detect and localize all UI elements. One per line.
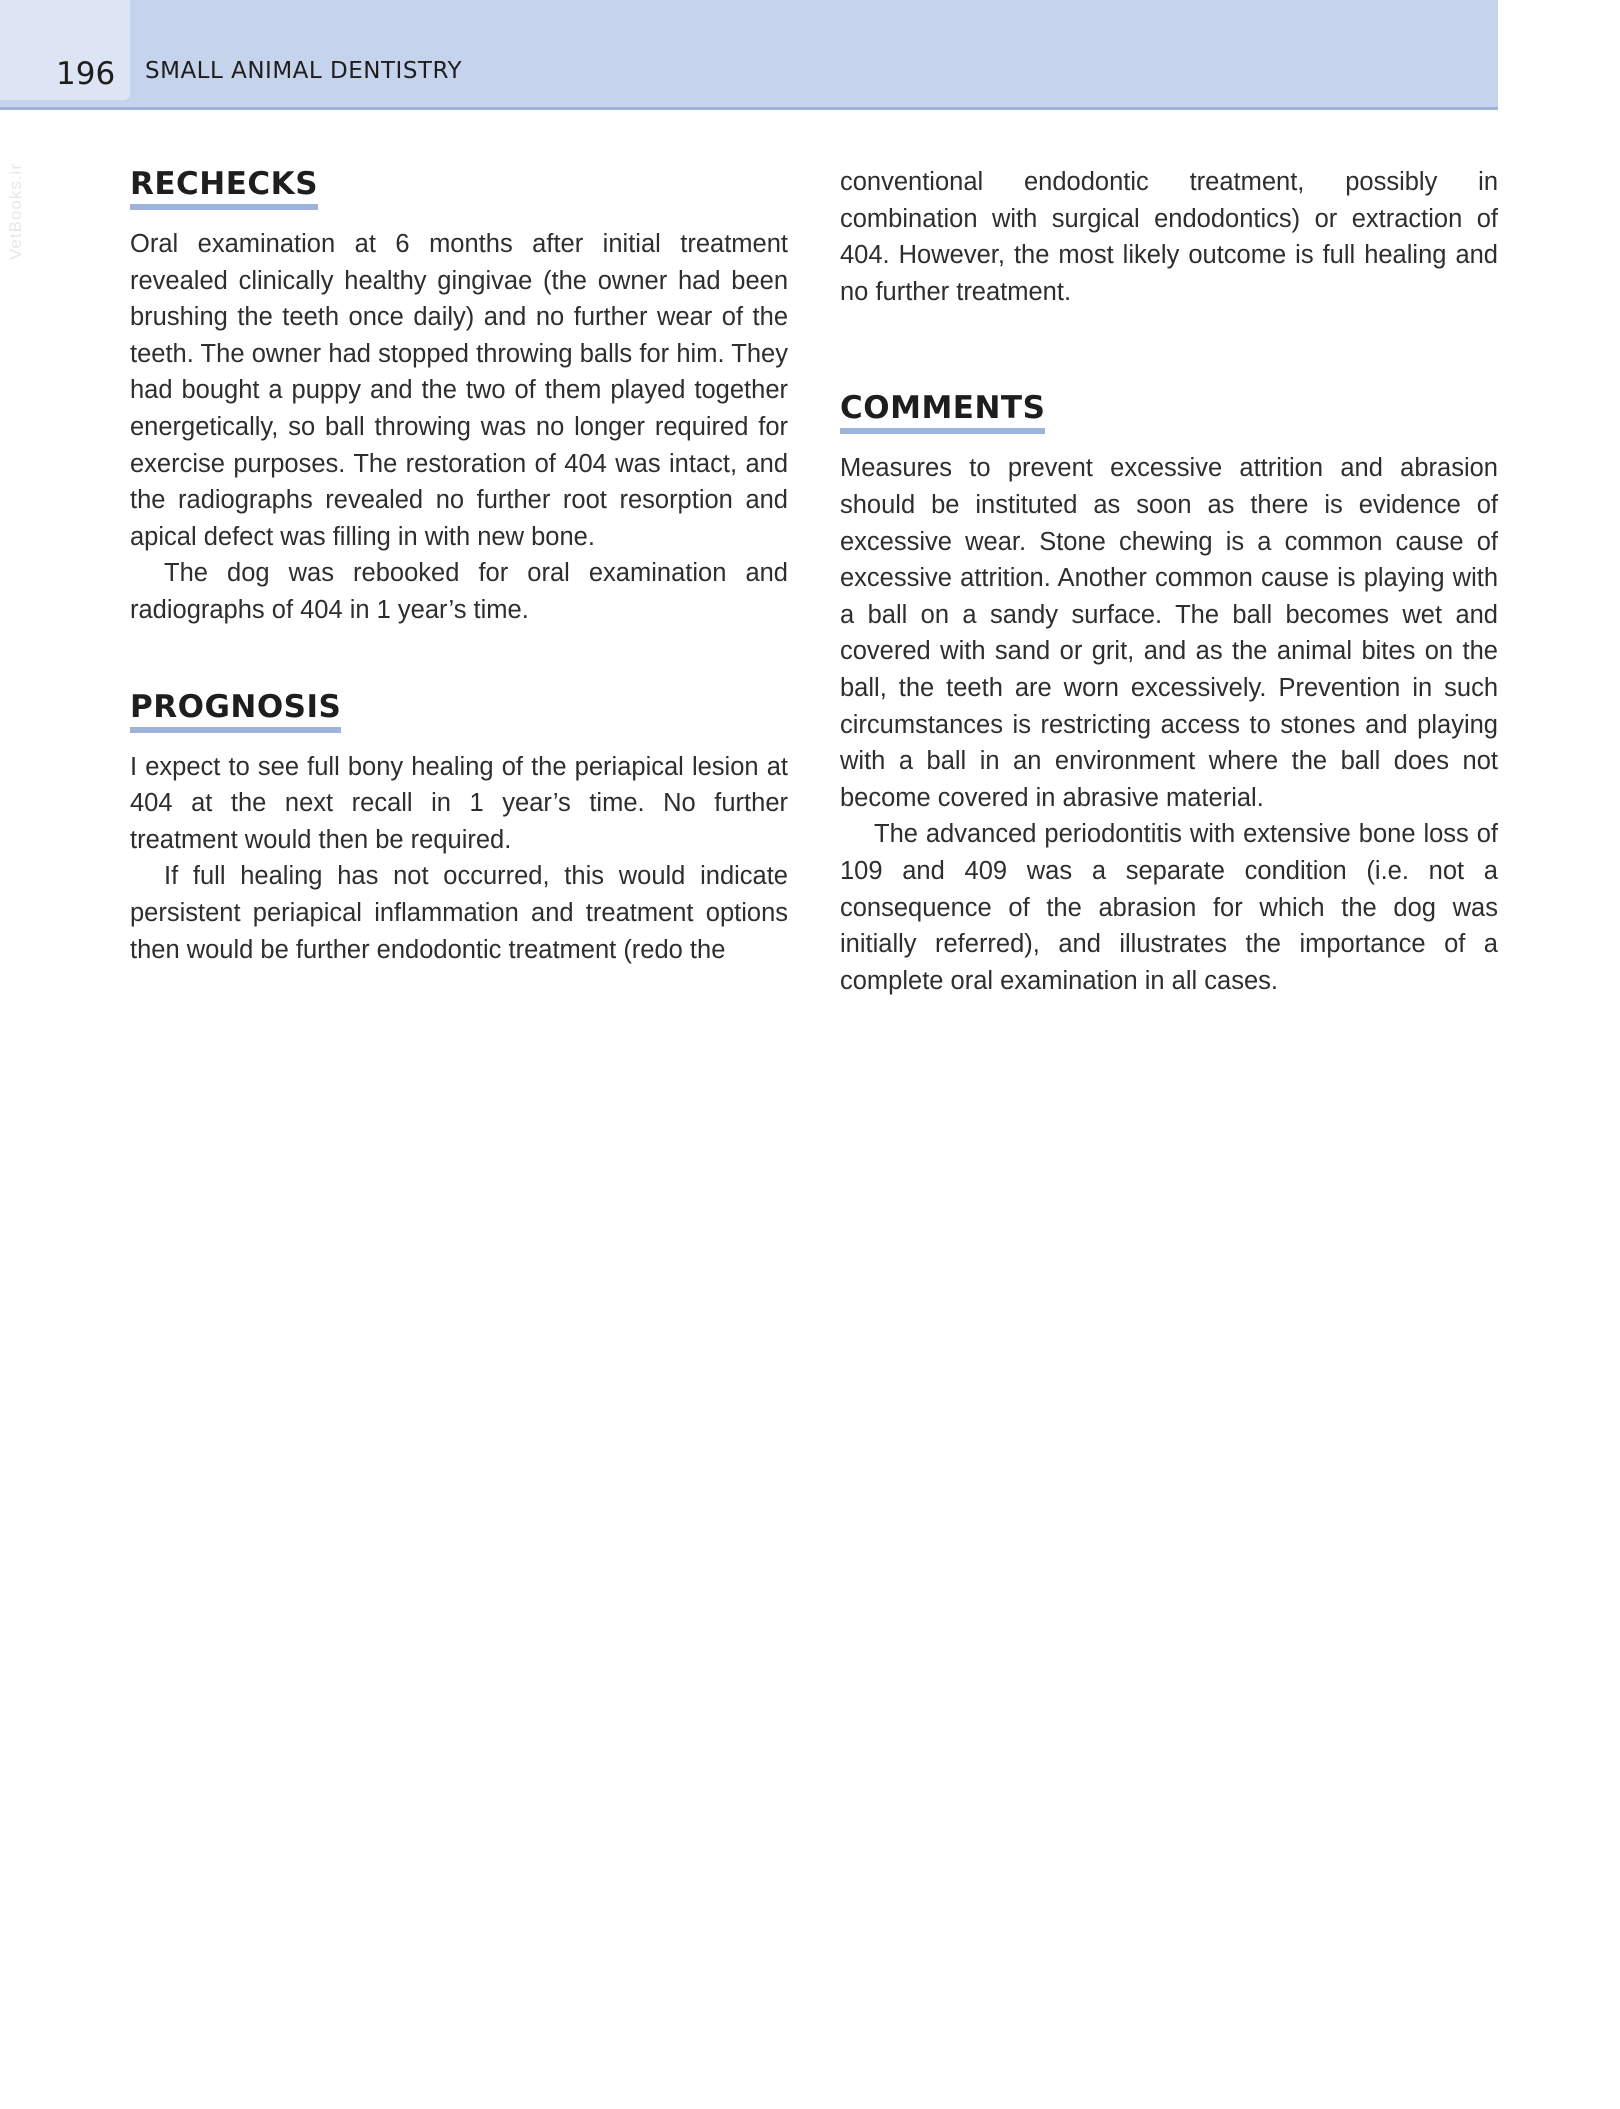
comments-section — [840, 390, 1498, 999]
right-column — [840, 166, 1498, 999]
running-header — [0, 0, 1498, 110]
rechecks-heading: RECHECKS — [130, 166, 318, 210]
comments-paragraph-1: Measures to prevent excessive attrition and abrasion should be instituted as soon as there is evidence of excessive wear. Stone chewing is a common cause of excessive attrition. Another common cause is playing with a ball on a sandy surface. The ball becomes wet and covered with sand or grit, and as the animal bites on the ball, the teeth are worn excessively. Prevention in such circumstances is restricting access to stones and playing with a ball in an environment where the ball does not become covered in abrasive material. — [840, 454, 1498, 812]
prognosis-continuation: conventional endodontic treatment, possibly in combination with surgical endodontics) or extraction of 404. However, the most likely outcome is full healing and no further treatment. — [840, 168, 1498, 306]
left-column — [130, 166, 788, 968]
comments-paragraph-2: The advanced periodontitis with extensive bone loss of 109 and 409 was a separate condition (i.e. not a consequence of the abrasion for which the dog was initially referred), and illustrates the importance of a complete oral examination in all cases. — [840, 820, 1498, 995]
prognosis-heading: PROGNOSIS — [130, 689, 341, 733]
rechecks-section — [130, 166, 788, 629]
prognosis-section — [130, 689, 788, 969]
running-head-title: SMALL ANIMAL DENTISTRY — [145, 58, 463, 84]
prognosis-paragraph-1: I expect to see full bony healing of the periapical lesion at 404 at the next recall in 1 year’s time. No further treatment would then be required. — [130, 752, 788, 854]
rechecks-paragraph-1: Oral examination at 6 months after initial treatment revealed clinically healthy gingivae (the owner had been brushing the teeth once daily) and no further wear of the teeth. The owner had stopped throwing balls for him. They had bought a puppy and the two of them played together energetically, so ball throwing was no longer required for exercise purposes. The restoration of 404 was intact, and the radiographs revealed no further root resorption and apical defect was filling in with new bone. — [130, 230, 788, 551]
page-number: 196 — [56, 56, 116, 92]
comments-heading: COMMENTS — [840, 390, 1045, 434]
prognosis-paragraph-2: If full healing has not occurred, this would indicate persistent periapical inflammation and treatment options then would be further endodontic treatment (redo the — [130, 862, 788, 964]
rechecks-paragraph-2: The dog was rebooked for oral examination and radiographs of 404 in 1 year’s time. — [130, 559, 788, 624]
watermark: VetBooks.ir — [6, 163, 25, 260]
